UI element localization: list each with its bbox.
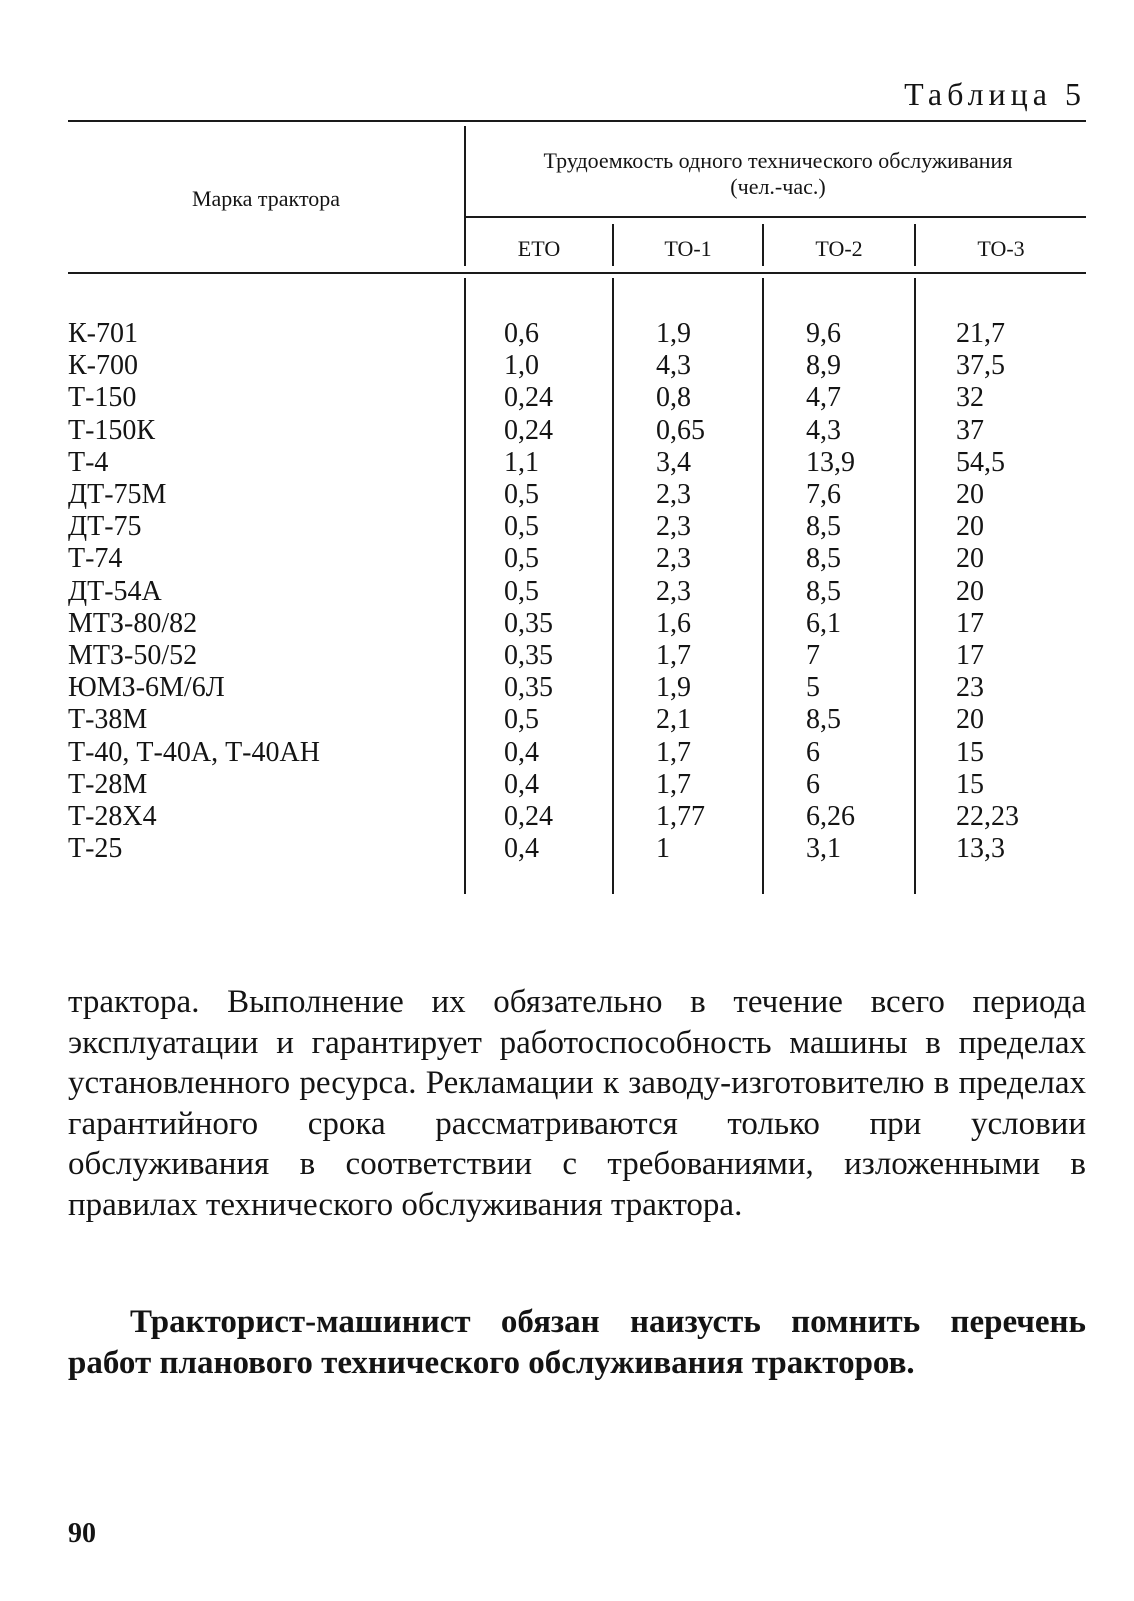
cell-brand: Т-150 <box>68 382 137 414</box>
cell-to3: 54,5 <box>956 446 1005 478</box>
cell-to1: 2,1 <box>656 704 691 736</box>
cell-eto: 0,5 <box>504 479 539 511</box>
cell-eto: 0,4 <box>504 768 539 800</box>
cell-to2: 13,9 <box>806 446 855 478</box>
cell-to1: 1,9 <box>656 318 691 349</box>
cell-to3: 37 <box>956 414 984 446</box>
cell-to2: 8,5 <box>806 704 841 736</box>
header-labor-intensity: Трудоемкость одного технического обслуживания (чел.-час.) <box>543 148 1013 199</box>
cell-to3: 13,3 <box>956 833 1005 865</box>
cell-to1: 1,6 <box>656 607 691 639</box>
header-bottom-rule <box>68 272 1086 274</box>
header-to1: ТО-1 <box>664 236 712 261</box>
cell-brand: ДТ-75М <box>68 479 167 511</box>
cell-brand: ДТ-54А <box>68 575 162 607</box>
body-paragraph: трактора. Выполнение их обязательно в течение всего периода эксплуатации и гарантирует работоспособность машины в пределах установленного ресурса. Рекламации к заводу-изготовителю в пределах гарантийного срока рассматриваются только при условии обслуживания в соответствии с требованиями, изложенными в правилах технического обслуживания трактора. <box>68 984 1086 1223</box>
cell-to1: 1,7 <box>656 768 691 800</box>
cell-to1: 1,77 <box>656 801 705 833</box>
table-caption: Таблица 5 <box>904 76 1086 112</box>
cell-to3: 21,7 <box>956 318 1005 349</box>
cell-eto: 0,35 <box>504 672 553 704</box>
cell-to1: 1,7 <box>656 736 691 768</box>
cell-eto: 1,0 <box>504 350 539 382</box>
cell-to1: 0,65 <box>656 414 705 446</box>
cell-brand: Т-150К <box>68 414 156 446</box>
cell-to3: 17 <box>956 640 984 672</box>
cell-to3: 20 <box>956 511 984 543</box>
cell-to2: 7 <box>806 640 820 672</box>
cell-to1: 2,3 <box>656 575 691 607</box>
cell-brand: ЮМЗ-6М/6Л <box>68 672 225 704</box>
cell-brand: Т-38М <box>68 704 148 736</box>
group-header-rule <box>464 216 1086 218</box>
cell-brand: МТЗ-80/82 <box>68 607 198 639</box>
cell-eto: 0,24 <box>504 414 553 446</box>
cell-eto: 0,5 <box>504 704 539 736</box>
cell-to3: 15 <box>956 768 984 800</box>
column-brand <box>68 318 320 865</box>
cell-eto: 0,24 <box>504 801 553 833</box>
bold-paragraph: Тракторист-машинист обязан наизусть помнить перечень работ планового технического обслуживания тракторов. <box>68 1304 1086 1381</box>
cell-to2: 7,6 <box>806 479 841 511</box>
cell-to2: 6 <box>806 736 820 768</box>
cell-to3: 23 <box>956 672 984 704</box>
cell-to1: 2,3 <box>656 543 691 575</box>
cell-brand: Т-40, Т-40А, Т-40АН <box>68 736 320 768</box>
cell-to1: 0,8 <box>656 382 691 414</box>
cell-to2: 9,6 <box>806 318 841 349</box>
cell-eto: 0,5 <box>504 575 539 607</box>
maintenance-table <box>68 118 1086 918</box>
cell-to2: 5 <box>806 672 820 704</box>
column-to2 <box>806 318 855 865</box>
column-to3 <box>956 318 1019 865</box>
cell-to1: 1,9 <box>656 672 691 704</box>
cell-eto: 0,5 <box>504 511 539 543</box>
column-to1 <box>656 318 705 865</box>
cell-eto: 1,1 <box>504 446 539 478</box>
cell-to1: 2,3 <box>656 479 691 511</box>
cell-to2: 8,5 <box>806 543 841 575</box>
cell-eto: 0,6 <box>504 318 539 349</box>
cell-brand: ДТ-75 <box>68 511 142 543</box>
cell-to3: 15 <box>956 736 984 768</box>
body-divider-2 <box>762 278 764 894</box>
cell-to2: 4,7 <box>806 382 841 414</box>
cell-to3: 20 <box>956 543 984 575</box>
cell-to3: 20 <box>956 704 984 736</box>
header-eto: ЕТО <box>517 236 561 261</box>
cell-brand: К-700 <box>68 350 138 382</box>
cell-to2: 4,3 <box>806 414 841 446</box>
cell-to3: 32 <box>956 382 984 414</box>
cell-eto: 0,35 <box>504 640 553 672</box>
cell-to2: 6,26 <box>806 801 855 833</box>
cell-to3: 20 <box>956 575 984 607</box>
cell-to1: 1 <box>656 833 670 865</box>
cell-brand: Т-25 <box>68 833 123 865</box>
cell-to1: 2,3 <box>656 511 691 543</box>
cell-to1: 3,4 <box>656 446 691 478</box>
header-to2: ТО-2 <box>815 236 863 261</box>
cell-to1: 4,3 <box>656 350 691 382</box>
cell-to2: 6 <box>806 768 820 800</box>
column-eto <box>504 318 553 865</box>
header-to3: ТО-3 <box>977 236 1025 261</box>
cell-to3: 20 <box>956 479 984 511</box>
cell-to2: 8,9 <box>806 350 841 382</box>
cell-eto: 0,5 <box>504 543 539 575</box>
cell-to3: 22,23 <box>956 801 1019 833</box>
cell-brand: К-701 <box>68 318 138 349</box>
cell-to3: 17 <box>956 607 984 639</box>
cell-brand: Т-28М <box>68 768 148 800</box>
cell-brand: Т-28Х4 <box>68 801 157 833</box>
cell-eto: 0,35 <box>504 607 553 639</box>
page-number: 90 <box>68 1518 96 1549</box>
cell-to1: 1,7 <box>656 640 691 672</box>
body-divider-brand <box>464 278 466 894</box>
cell-to2: 8,5 <box>806 575 841 607</box>
table-top-rule <box>68 120 1086 122</box>
cell-eto: 0,24 <box>504 382 553 414</box>
header-brand: Марка трактора <box>191 186 341 211</box>
cell-eto: 0,4 <box>504 833 539 865</box>
body-divider-3 <box>914 278 916 894</box>
body-divider-1 <box>612 278 614 894</box>
cell-to2: 8,5 <box>806 511 841 543</box>
cell-eto: 0,4 <box>504 736 539 768</box>
cell-to3: 37,5 <box>956 350 1005 382</box>
cell-to2: 3,1 <box>806 833 841 865</box>
cell-to2: 6,1 <box>806 607 841 639</box>
cell-brand: МТЗ-50/52 <box>68 640 198 672</box>
cell-brand: Т-74 <box>68 543 123 575</box>
cell-brand: Т-4 <box>68 446 109 478</box>
